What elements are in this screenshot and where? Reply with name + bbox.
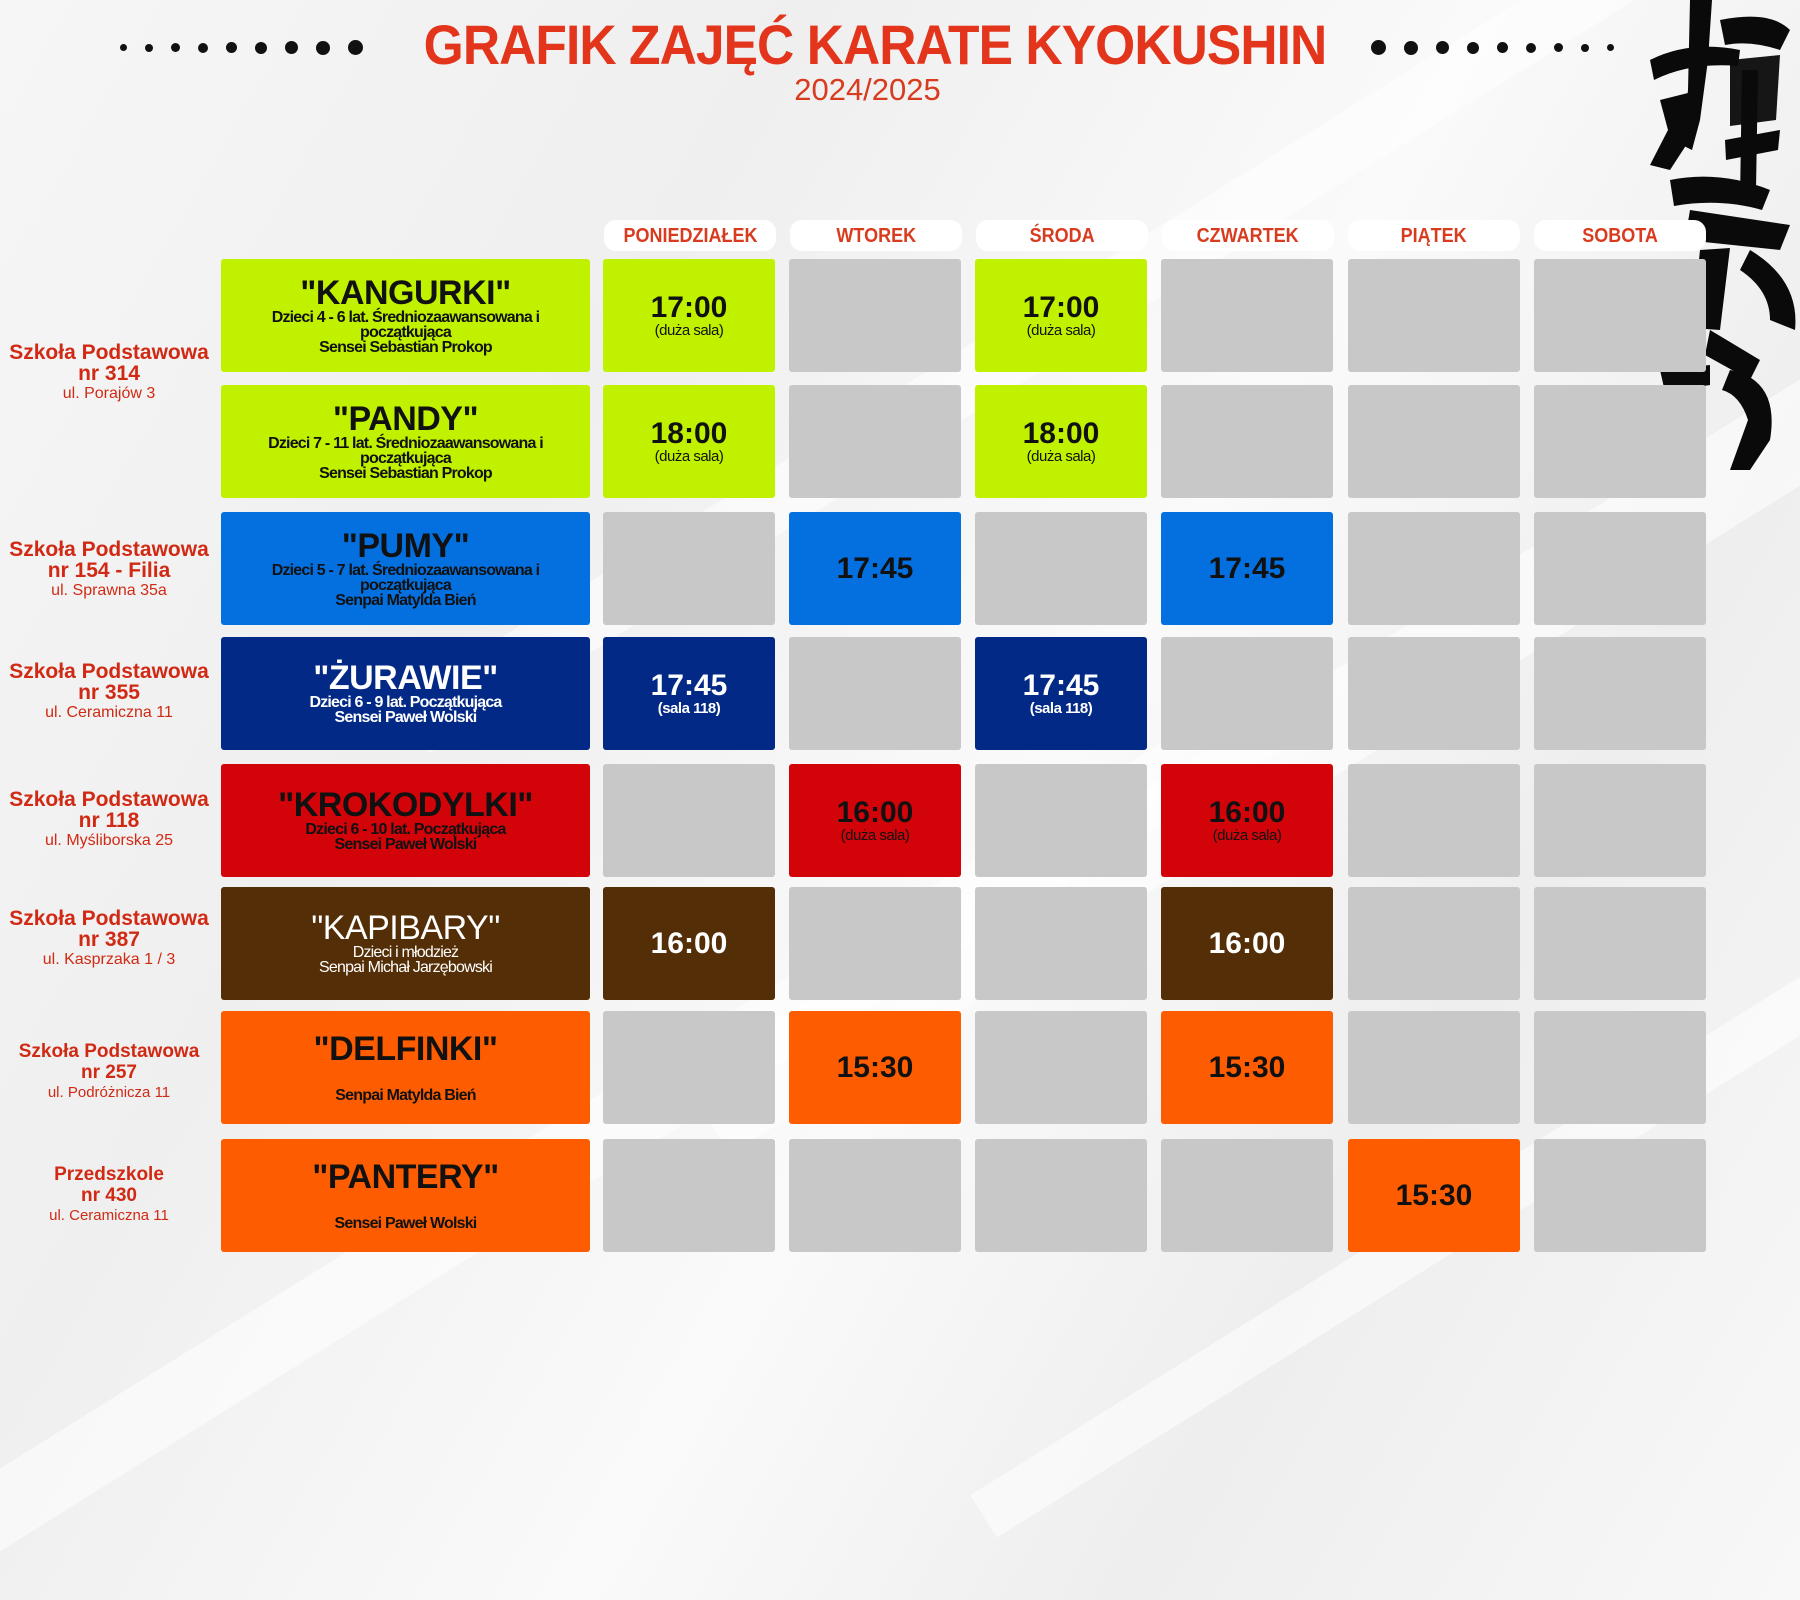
session-room: (duża sala) xyxy=(1026,447,1096,465)
session-time: 17:45 xyxy=(1208,551,1286,585)
school-address: ul. Porajów 3 xyxy=(62,385,156,402)
session-cell xyxy=(975,385,1147,498)
school-address: ul. Ceramiczna 11 xyxy=(49,1207,169,1224)
session-time: 15:30 xyxy=(836,1050,914,1084)
session-cell xyxy=(789,1011,961,1124)
session-time: 15:30 xyxy=(1208,1050,1286,1084)
empty-cell xyxy=(1534,637,1706,750)
group-instructor: Sensei Sebastian Prokop xyxy=(319,338,492,356)
group-instructor: Sensei Paweł Wolski xyxy=(334,1214,477,1232)
session-cell xyxy=(975,259,1147,372)
school-name: Przedszkole xyxy=(54,1164,164,1185)
session-room: (duża sala) xyxy=(654,447,724,465)
empty-cell xyxy=(1348,512,1520,625)
school-label xyxy=(0,661,218,723)
empty-cell xyxy=(603,512,775,625)
group-instructor: Sensei Paweł Wolski xyxy=(334,709,477,726)
school-address: ul. Ceramiczna 11 xyxy=(45,704,173,721)
group-description: Dzieci i młodzież xyxy=(352,944,459,961)
school-number: nr 154 - Filia xyxy=(47,559,171,582)
empty-cell xyxy=(1348,637,1520,750)
group-name: "ŻURAWIE" xyxy=(313,659,498,697)
session-time: 16:00 xyxy=(1208,926,1286,960)
school-address: ul. Myśliborska 25 xyxy=(44,832,174,849)
session-cell xyxy=(603,259,775,372)
school-label xyxy=(0,539,218,601)
empty-cell xyxy=(1161,259,1333,372)
empty-cell xyxy=(1534,385,1706,498)
page-subtitle: 2024/2025 xyxy=(794,72,941,107)
group-name: "PANTERY" xyxy=(312,1157,499,1196)
school-name: Szkoła Podstawowa xyxy=(18,1041,200,1062)
group-name: "DELFINKI" xyxy=(313,1029,498,1068)
school-label xyxy=(0,908,218,970)
session-cell xyxy=(603,385,775,498)
empty-cell xyxy=(975,764,1147,877)
session-room: (sala 118) xyxy=(1029,699,1093,717)
session-time: 16:00 xyxy=(836,795,914,829)
school-number: nr 314 xyxy=(78,362,140,385)
school-name: Szkoła Podstawowa xyxy=(9,660,209,683)
empty-cell xyxy=(1348,259,1520,372)
empty-cell xyxy=(1348,887,1520,1000)
group-description: Dzieci 6 - 10 lat. Początkująca xyxy=(305,821,506,838)
group-card xyxy=(221,1011,590,1124)
empty-cell xyxy=(603,764,775,877)
empty-cell xyxy=(1534,512,1706,625)
school-address: ul. Podróżnicza 11 xyxy=(47,1084,171,1101)
page-title: GRAFIK ZAJĘĆ KARATE KYOKUSHIN xyxy=(423,13,1327,76)
empty-cell xyxy=(1534,1011,1706,1124)
empty-cell xyxy=(789,385,961,498)
school-address: ul. Sprawna 35a xyxy=(51,582,167,599)
group-instructor: Senpai Michał Jarzębowski xyxy=(319,959,492,976)
school-number: nr 355 xyxy=(78,681,140,704)
empty-cell xyxy=(789,887,961,1000)
session-cell xyxy=(975,637,1147,750)
empty-cell xyxy=(1534,259,1706,372)
day-header-monday: PONIEDZIAŁEK xyxy=(604,220,776,251)
session-cell xyxy=(789,764,961,877)
empty-cell xyxy=(1348,764,1520,877)
empty-cell xyxy=(1534,887,1706,1000)
session-time: 15:30 xyxy=(1395,1178,1473,1212)
empty-cell xyxy=(975,1011,1147,1124)
empty-cell xyxy=(1348,385,1520,498)
group-description: Dzieci 7 - 11 lat. Średniozaawansowana i początkująca xyxy=(268,434,543,467)
empty-cell xyxy=(975,1139,1147,1252)
empty-cell xyxy=(603,1139,775,1252)
empty-cell xyxy=(1348,1011,1520,1124)
group-card xyxy=(221,887,590,1000)
session-time: 17:45 xyxy=(1022,668,1100,702)
day-header-wednesday: ŚRODA xyxy=(976,220,1148,251)
session-time: 18:00 xyxy=(650,416,728,450)
day-header-thursday: CZWARTEK xyxy=(1162,220,1334,251)
group-name: "KAPIBARY" xyxy=(311,909,500,947)
school-number: nr 430 xyxy=(81,1185,137,1206)
empty-cell xyxy=(975,887,1147,1000)
school-label xyxy=(0,1041,218,1103)
empty-cell xyxy=(603,1011,775,1124)
empty-cell xyxy=(789,1139,961,1252)
session-cell xyxy=(1161,764,1333,877)
empty-cell xyxy=(789,259,961,372)
group-card xyxy=(221,764,590,877)
group-card xyxy=(221,512,590,625)
session-room: (duża sala) xyxy=(840,826,910,844)
school-label xyxy=(0,1164,218,1226)
group-instructor: Sensei Paweł Wolski xyxy=(334,836,477,853)
group-card xyxy=(221,259,590,372)
session-time: 17:45 xyxy=(836,551,914,585)
session-cell xyxy=(1161,1011,1333,1124)
empty-cell xyxy=(1534,764,1706,877)
session-cell xyxy=(1348,1139,1520,1252)
session-time: 17:00 xyxy=(650,290,728,324)
group-instructor: Senpai Matylda Bień xyxy=(335,1086,476,1104)
school-name: Szkoła Podstawowa xyxy=(9,907,209,930)
group-description: Dzieci 5 - 7 lat. Średniozaawansowana i początkująca xyxy=(271,561,540,594)
school-name: Szkoła Podstawowa xyxy=(9,341,209,364)
empty-cell xyxy=(789,637,961,750)
day-header-tuesday: WTOREK xyxy=(790,220,962,251)
day-header-friday: PIĄTEK xyxy=(1348,220,1520,251)
session-time: 16:00 xyxy=(650,926,728,960)
school-number: nr 257 xyxy=(81,1062,137,1083)
school-number: nr 118 xyxy=(78,809,140,832)
group-name: "KROKODYLKI" xyxy=(278,786,533,824)
group-name: "KANGURKI" xyxy=(300,273,511,312)
session-cell xyxy=(789,512,961,625)
session-cell xyxy=(603,887,775,1000)
group-card xyxy=(221,385,590,498)
session-cell xyxy=(1161,512,1333,625)
session-cell xyxy=(1161,887,1333,1000)
session-time: 17:00 xyxy=(1022,290,1100,324)
school-name: Szkoła Podstawowa xyxy=(9,788,209,811)
group-instructor: Senpai Matylda Bień xyxy=(335,591,476,609)
school-label xyxy=(0,342,218,404)
session-cell xyxy=(603,637,775,750)
school-name: Szkoła Podstawowa xyxy=(9,538,209,561)
school-address: ul. Kasprzaka 1 / 3 xyxy=(42,951,176,968)
group-name: "PANDY" xyxy=(332,399,479,438)
session-room: (duża sala) xyxy=(1026,321,1096,339)
session-time: 16:00 xyxy=(1208,795,1286,829)
session-room: (duża sala) xyxy=(1212,826,1282,844)
empty-cell xyxy=(1161,1139,1333,1252)
empty-cell xyxy=(1161,385,1333,498)
session-room: (sala 118) xyxy=(657,699,721,717)
session-time: 17:45 xyxy=(650,668,728,702)
group-instructor: Sensei Sebastian Prokop xyxy=(319,464,492,482)
empty-cell xyxy=(1161,637,1333,750)
group-card xyxy=(221,1139,590,1252)
session-room: (duża sala) xyxy=(654,321,724,339)
empty-cell xyxy=(975,512,1147,625)
empty-cell xyxy=(1534,1139,1706,1252)
group-description: Dzieci 4 - 6 lat. Średniozaawansowana i początkująca xyxy=(271,308,540,341)
session-time: 18:00 xyxy=(1022,416,1100,450)
school-number: nr 387 xyxy=(78,928,140,951)
group-description: Dzieci 6 - 9 lat. Początkująca xyxy=(309,694,502,711)
school-label xyxy=(0,789,218,851)
day-header-saturday: SOBOTA xyxy=(1534,220,1706,251)
group-name: "PUMY" xyxy=(341,526,470,565)
group-card xyxy=(221,637,590,750)
